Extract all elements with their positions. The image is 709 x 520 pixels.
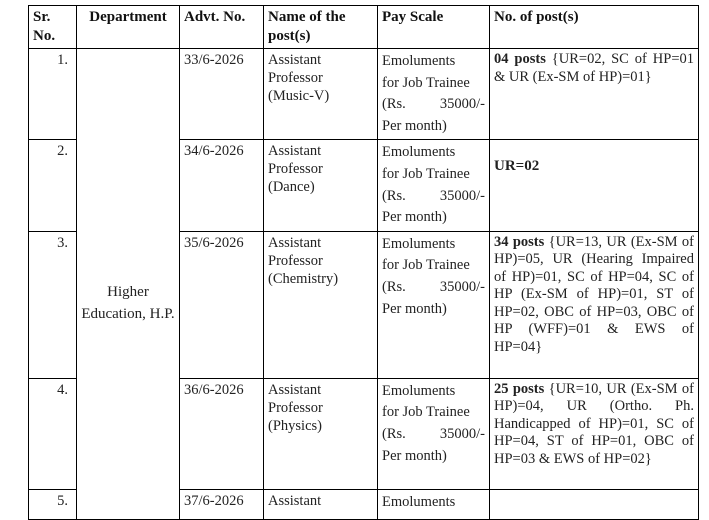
pay-scale-cell bbox=[378, 49, 490, 140]
posts-cell bbox=[490, 378, 699, 489]
posts-count: UR=02 bbox=[494, 158, 540, 175]
pay-line-3a: (Rs. bbox=[382, 187, 406, 204]
post-name-cell bbox=[264, 49, 378, 140]
advt-no-cell: 33/6-2026 bbox=[180, 49, 264, 140]
pay-line-2: for Job Trainee bbox=[382, 404, 470, 421]
pay-line-2: for Job Trainee bbox=[382, 74, 470, 91]
pay-line-1: Emoluments bbox=[382, 144, 456, 161]
posts-count: 34 posts bbox=[494, 233, 545, 250]
post-subject: (Physics) bbox=[268, 417, 322, 434]
header-advt-no: Advt. No. bbox=[180, 6, 264, 49]
posts-cell bbox=[490, 49, 699, 140]
sr-no-cell: 2. bbox=[29, 140, 77, 231]
pay-line-4: Per month) bbox=[382, 117, 447, 134]
advt-no-cell: 35/6-2026 bbox=[180, 231, 264, 378]
header-no-of-posts: No. of post(s) bbox=[490, 6, 699, 49]
posts-cell bbox=[490, 231, 699, 378]
posts-detail: {UR=13, UR (Ex-SM of HP)=05, UR (Hearing Impaired of HP)=01, SC of HP=04, SC of HP (Ex-SM of HP)=01, ST of HP=02, OBC of HP=03, OBC of HP (WFF)=01 & EWS of HP=04} bbox=[494, 233, 694, 355]
advt-no-cell: 37/6-2026 bbox=[180, 489, 264, 519]
header-department: Department bbox=[77, 6, 180, 49]
advt-no-cell: 34/6-2026 bbox=[180, 140, 264, 231]
pay-line-4: Per month) bbox=[382, 300, 447, 317]
sr-no-cell: 1. bbox=[29, 49, 77, 140]
posts-cell bbox=[490, 140, 699, 231]
pay-scale-cell bbox=[378, 140, 490, 231]
pay-line-3b: 35000/- bbox=[439, 278, 485, 295]
pay-line-4: Per month) bbox=[382, 209, 447, 226]
pay-line-3b: 35000/- bbox=[439, 425, 485, 442]
sr-no-cell: 5. bbox=[29, 489, 77, 519]
post-subject: (Dance) bbox=[268, 179, 315, 196]
table-row bbox=[29, 49, 699, 140]
department-cell: Higher Education, H.P. bbox=[77, 49, 180, 520]
pay-line-1: Emoluments bbox=[382, 235, 456, 252]
pay-line-2: for Job Trainee bbox=[382, 165, 470, 182]
pay-line-1: Emoluments bbox=[382, 382, 456, 399]
posts-count: 25 posts bbox=[494, 380, 545, 397]
pay-line-4: Per month) bbox=[382, 447, 447, 464]
pay-scale-cell bbox=[378, 378, 490, 489]
post-name-cell bbox=[264, 140, 378, 231]
posts-cell bbox=[490, 489, 699, 519]
header-pay-scale: Pay Scale bbox=[378, 6, 490, 49]
post-title: Assistant Professor bbox=[268, 234, 323, 269]
posts-detail: {UR=10, UR (Ex-SM of HP)=04, UR (Ortho. Ph. Handicapped of HP)=01, SC of HP=04, ST of HP=01, OBC of HP=03 & EWS of HP=02} bbox=[494, 380, 694, 467]
post-title: Assistant Professor bbox=[268, 143, 323, 178]
advt-no-cell: 36/6-2026 bbox=[180, 378, 264, 489]
sr-no-cell: 4. bbox=[29, 378, 77, 489]
header-sr-no: Sr. No. bbox=[29, 6, 77, 49]
post-subject: (Chemistry) bbox=[268, 270, 339, 287]
pay-line-3a: (Rs. bbox=[382, 96, 406, 113]
post-title: Assistant Professor bbox=[268, 52, 323, 86]
post-name-cell bbox=[264, 231, 378, 378]
posts-detail: {UR=02, SC of HP=01 & UR (Ex-SM of HP)=01} bbox=[494, 51, 694, 85]
post-name-cell bbox=[264, 378, 378, 489]
pay-line-2: for Job Trainee bbox=[382, 257, 470, 274]
pay-line-3b: 35000/- bbox=[439, 187, 485, 204]
pay-line-3a: (Rs. bbox=[382, 425, 406, 442]
vacancy-table bbox=[28, 5, 699, 520]
sr-no-cell: 3. bbox=[29, 231, 77, 378]
pay-line-3a: (Rs. bbox=[382, 278, 406, 295]
pay-scale-cell: Emoluments bbox=[378, 489, 490, 519]
post-title: Assistant Professor bbox=[268, 381, 323, 416]
post-name-cell: Assistant bbox=[264, 489, 378, 519]
pay-scale-cell bbox=[378, 231, 490, 378]
posts-count: 04 posts bbox=[494, 51, 546, 67]
pay-line-1: Emoluments bbox=[382, 53, 456, 69]
post-subject: (Music-V) bbox=[268, 88, 330, 104]
table-header-row bbox=[29, 6, 699, 49]
header-post-name: Name of the post(s) bbox=[264, 6, 378, 49]
pay-line-3b: 35000/- bbox=[439, 96, 485, 113]
